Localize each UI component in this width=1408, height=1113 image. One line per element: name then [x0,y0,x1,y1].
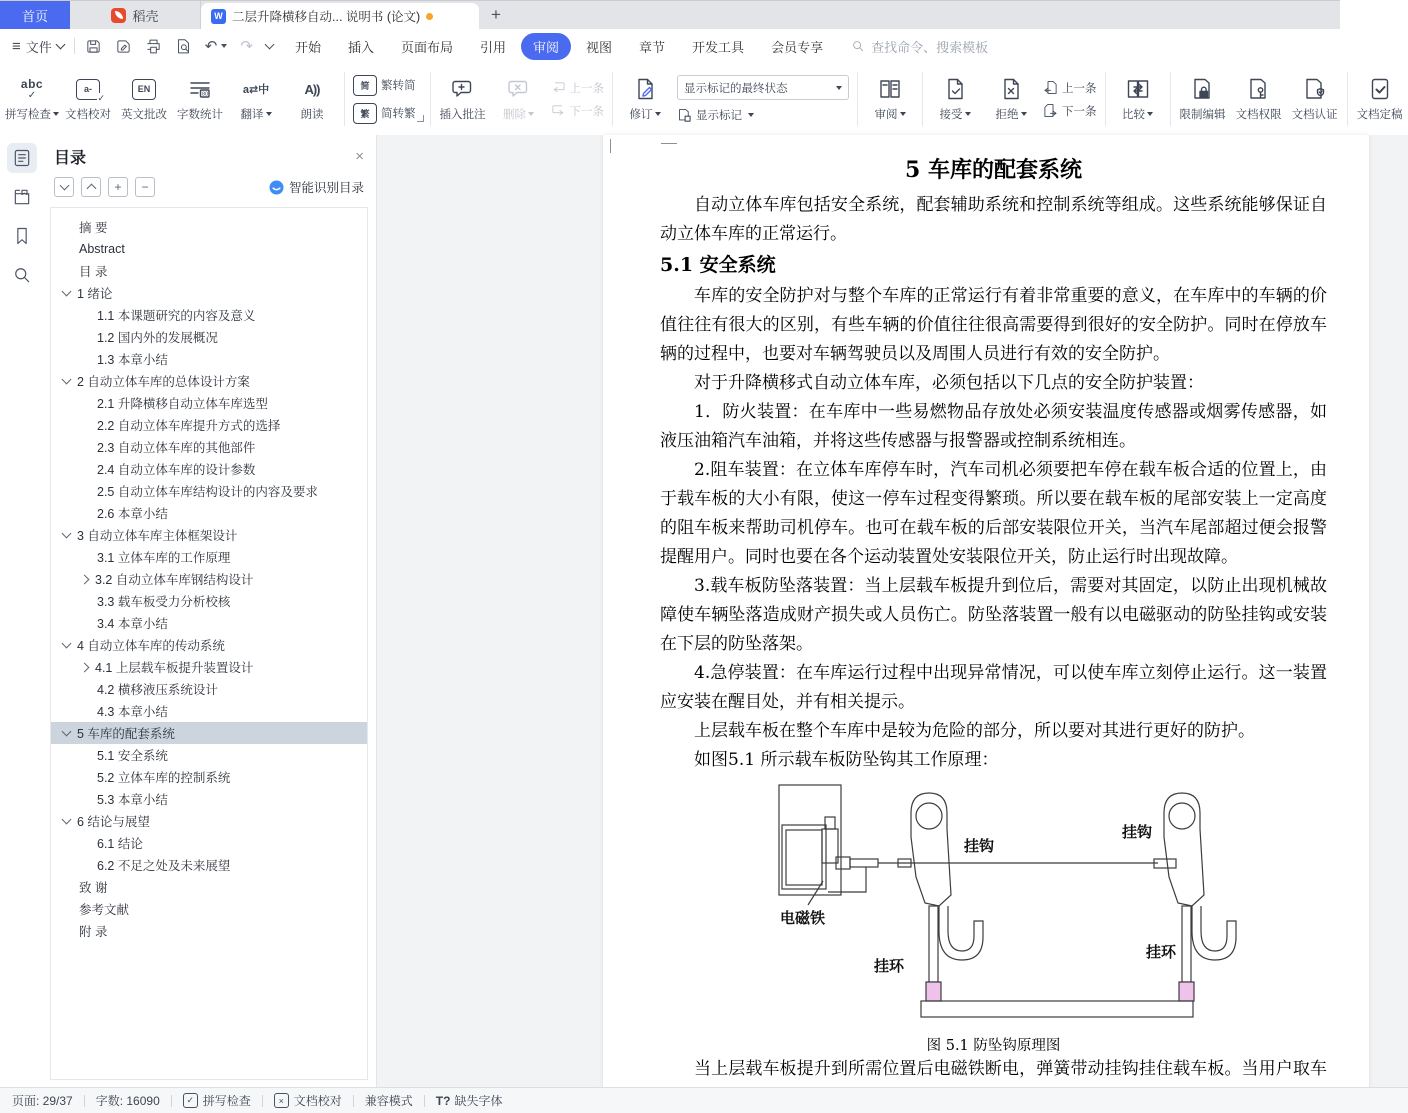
toc-item-label: 2.2 自动立体车库提升方式的选择 [97,419,281,433]
toc-item-label: 2.6 本章小结 [97,507,168,521]
save-as-button[interactable] [115,38,132,55]
menu-tab-视图[interactable]: 视图 [586,39,613,55]
trad-glyph-icon: 繁 [353,103,377,124]
print-button[interactable] [145,38,162,55]
markup-state-dropdown[interactable]: 显示标记的最终状态 [677,75,849,100]
doc-auth-button[interactable]: 文档认证 [1287,68,1343,130]
home-tab[interactable]: 首页 [0,1,70,29]
prev-comment-icon [551,80,566,95]
review-ribbon [0,63,1403,136]
toc-item-label: 3.1 立体车库的工作原理 [97,551,231,565]
menu-tab-页面布局[interactable]: 页面布局 [400,39,453,55]
toc-item[interactable] [51,260,367,282]
simp-to-trad-button[interactable]: 繁 简转繁 [353,103,416,124]
toc-item[interactable] [51,656,367,678]
file-menu[interactable]: ≡ 文件 [12,37,64,56]
menu-tab-开始[interactable]: 开始 [294,39,321,55]
toolbar-more-icon[interactable] [264,40,274,50]
toc-item[interactable] [51,392,367,414]
toc-item[interactable] [51,370,367,392]
undo-button[interactable]: ↶ [205,37,228,55]
prev-change-button[interactable]: 上一条 [1043,80,1097,96]
svg-text:80: 80 [202,91,209,98]
english-correct-button[interactable]: EN 英文批改 [116,68,172,130]
toc-item-label: 1.1 本课题研究的内容及意义 [97,309,256,323]
toc-item-label: 4.3 本章小结 [97,705,168,719]
document-canvas[interactable] [377,135,1408,1088]
toc-item[interactable] [51,634,367,656]
toc-item[interactable] [51,304,367,326]
toc-item[interactable] [51,744,367,766]
chapter-nav-button[interactable] [7,182,37,212]
chevron-down-icon[interactable] [62,727,72,737]
toc-item-label: 目 录 [79,265,108,279]
toc-item[interactable] [51,458,367,480]
doc-final-icon [1368,77,1392,101]
paragraph: 上层载车板在整个车库中是较为危险的部分，所以要对其进行更好的防护。 [694,721,1255,741]
review-pane-icon [878,77,902,101]
menu-tab-章节[interactable]: 章节 [639,39,666,55]
checkbox-check-icon: ✓ [183,1093,198,1108]
menu-tab-会员专享[interactable]: 会员专享 [771,39,824,55]
toc-item-label: 2.3 自动立体车库的其他部件 [97,441,256,455]
compat-mode-indicator[interactable]: 兼容模式 [364,1094,413,1108]
expand-all-button[interactable] [54,177,74,197]
spell-check-button[interactable]: abc ✓ 拼写检查 [4,68,60,130]
smart-toc-icon [269,180,284,195]
read-aloud-button[interactable]: A)) 朗读 [300,81,324,121]
figure-label-ring-right: 挂环 [1146,944,1177,961]
toc-item-label: 2.4 自动立体车库的设计参数 [97,463,256,477]
docer-tab[interactable]: 稻壳 [70,1,201,29]
toc-item[interactable] [51,898,367,920]
track-changes-button[interactable]: 修订 [617,68,673,130]
toc-item[interactable] [51,612,367,634]
delete-comment-icon [507,77,531,101]
menu-tabs [283,33,835,60]
toc-item-label: 4 自动立体车库的传动系统 [77,639,225,653]
figure-label-magnet: 电磁铁 [780,910,826,927]
doc-proof-button[interactable]: a- ✓ 文档校对 [60,68,116,130]
chevron-down-icon[interactable] [62,529,72,539]
divider [74,38,75,54]
paragraph: 1．防火装置：在车库中一些易燃物品存放处必须安装温度传感器或烟雾传感器，如液压油箱汽车油箱，并将这些传感器与报警器或控制系统相连。 [660,402,1327,451]
simp-glyph-icon: 简 [353,75,377,96]
wps-writer-icon: W [211,9,226,24]
toc-list [50,207,368,1080]
insert-comment-button[interactable]: 插入批注 [435,68,491,130]
lock-icon [1191,77,1215,101]
toc-item[interactable] [51,678,367,700]
key-icon [1247,77,1271,101]
smart-toc-button[interactable]: 智能识别目录 [269,178,364,196]
document-content[interactable] [603,135,1369,1113]
spell-check-icon: abc ✓ [20,76,44,101]
paragraph: 4.急停装置：在车库运行过程中出现异常情况，可以使车库立刻停止运行。这一装置应安装在醒目处，并有相关提示。 [660,663,1327,712]
menu-tab-插入[interactable]: 插入 [347,39,374,55]
prev-comment-button[interactable]: 上一条 [551,80,605,96]
zoom-out-level-button[interactable]: − [135,177,155,197]
reject-change-icon [999,77,1023,101]
toc-item-label: 3.3 载车板受力分析校核 [97,595,231,609]
anti-fall-hook-diagram [778,779,1303,1029]
zoom-in-level-button[interactable]: + [108,177,128,197]
translate-icon: a⇄中 [242,84,270,96]
chevron-down-icon[interactable] [62,815,72,825]
new-tab-button[interactable]: + [491,5,501,24]
restrict-edit-button[interactable]: 限制编辑 [1175,68,1231,130]
paragraph: 如图5.1 所示载车板防坠钩其工作原理： [694,750,999,770]
word-count-button[interactable]: 80 字数统计 [172,68,228,130]
page-margin-mark [610,139,611,153]
document-tab-title: 二层升降横移自动... 说明书 (论文) [232,10,421,24]
toc-item-label: 3.2 自动立体车库钢结构设计 [95,573,254,587]
document-body [660,191,1327,1113]
paragraph: 当上层载车板提升到所需位置后电磁铁断电，弹簧带动挂钩挂住载车板。当用户取车 [694,1059,1327,1079]
close-icon[interactable]: × [355,148,364,165]
compare-icon [1126,77,1150,101]
toc-panel-button[interactable] [7,143,37,173]
toc-item[interactable] [51,480,367,502]
toc-item[interactable] [51,282,367,304]
toc-item[interactable] [51,546,367,568]
toc-item-label: 参考文献 [79,903,130,917]
toc-item-label: 2.5 自动立体车库结构设计的内容及要求 [97,485,318,499]
chevron-down-icon[interactable] [62,375,72,385]
translate-button[interactable]: a⇄中 翻译 [228,68,284,130]
paragraph: 2.阻车装置：在立体车库停车时，汽车司机必须要把车停在载车板合适的位置上，由于载车板的大小有限，使这一停车过程变得繁琐。所以要在载车板的尾部安装上一定高度的阻车板来帮助司机停车。也可在载车板的后部安装限位开关，当汽车尾部超过便会报警提醒用户。同时也要在各个运动装置处安装限位开关，防止运行时出现故障。 [660,460,1327,567]
menu-tab-审阅[interactable]: 审阅 [521,33,571,60]
toc-item[interactable] [51,788,367,810]
print-preview-button[interactable] [175,38,192,55]
checkbox-x-icon: × [274,1093,289,1108]
next-change-icon [1043,103,1058,118]
toc-item[interactable] [51,436,367,458]
chevron-down-icon [221,44,227,48]
command-search[interactable]: 查找命令、搜索模板 [851,37,988,56]
next-comment-icon [551,103,566,118]
figure-label-hook-right: 挂钩 [1122,824,1153,841]
paragraph: 对于升降横移式自动立体车库，必须包括以下几点的安全防护装置： [694,373,1204,393]
search-icon [12,265,32,285]
menu-bar [0,29,1340,63]
find-button[interactable] [7,260,37,290]
prev-change-icon [1043,80,1058,95]
toc-item-label: 4.2 横移液压系统设计 [97,683,218,697]
missing-font-indicator[interactable]: T? 缺失字体 [435,1093,503,1108]
paragraph: 3.载车板防坠落装置：当上层载车板提升到位后，需要对其固定，以防止出现机械故障使车辆坠落造成财产损失或人员伤亡。防坠落装置一般有以电磁驱动的防坠挂钩或安装在下层的防坠落架。 [660,576,1327,654]
collapse-all-button[interactable] [81,177,101,197]
toc-item-label: 4.1 上层载车板提升装置设计 [95,661,254,675]
toc-item[interactable] [51,876,367,898]
dialog-launcher-icon[interactable] [417,115,424,122]
reject-change-button[interactable]: 拒绝 [983,68,1039,130]
toc-panel [44,135,377,1088]
toc-item[interactable] [51,524,367,546]
doc-proof-icon: a- ✓ [76,79,100,100]
insert-comment-icon [451,77,475,101]
accept-change-icon [943,77,967,101]
unsaved-dot-icon [426,13,433,20]
review-pane-button[interactable]: 审阅 [862,68,918,130]
docer-icon [111,8,126,23]
toc-item-label: 1.2 国内外的发展概况 [97,331,218,345]
toc-icon [12,148,32,168]
next-comment-button[interactable]: 下一条 [551,103,605,119]
bookmark-button[interactable] [7,221,37,251]
toc-item-label: 5.2 立体车库的控制系统 [97,771,231,785]
bookmark-icon [12,226,32,246]
toc-item-label: 6.1 结论 [97,837,143,851]
paragraph: 车库的安全防护对与整个车库的正常运行有着非常重要的意义，在车库中的车辆的价值往往有很大的区别，有些车辆的价值往往很高需要得到很好的安全防护。同时在停放车辆的过程中，也要对车辆驾驶员以及周围人员进行有效的安全防护。 [660,286,1327,364]
chevron-down-icon[interactable] [62,639,72,649]
chevron-down-icon [55,40,65,50]
navigation-rail [0,135,44,1088]
word-count-indicator[interactable]: 字数: 16090 [95,1094,160,1108]
document-page[interactable] [603,135,1369,1100]
search-icon [851,39,865,53]
accept-change-button[interactable]: 接受 [927,68,983,130]
toc-item-label: 3 自动立体车库主体框架设计 [77,529,238,543]
chapter-icon [12,187,32,207]
chevron-down-icon [836,86,842,90]
status-bar [0,1087,1408,1113]
figure-label-hook-left: 挂钩 [964,838,995,855]
toc-item-label: 1 绪论 [77,287,113,301]
figure-label-ring-left: 挂环 [874,958,905,975]
page-margin-mark [661,143,677,144]
toc-item[interactable] [51,414,367,436]
toc-item[interactable] [51,326,367,348]
track-changes-icon [633,77,657,101]
toc-item-label: 5 车库的配套系统 [77,727,175,741]
toc-item[interactable] [51,216,367,238]
menu-tab-引用[interactable]: 引用 [479,39,506,55]
toc-item-label: 附 录 [79,925,108,939]
english-correct-icon: EN [132,79,156,100]
hamburger-icon: ≡ [12,37,21,55]
toc-item[interactable] [51,832,367,854]
toc-item-label: 6.2 不足之处及未来展望 [97,859,231,873]
document-tab[interactable] [201,3,479,29]
toc-item-label: 2.1 升降横移自动立体车库选型 [97,397,268,411]
toc-item[interactable] [51,348,367,370]
toc-panel-title: 目录 [54,150,87,167]
toc-item-label: 2 自动立体车库的总体设计方案 [77,375,250,389]
chevron-right-icon[interactable] [80,574,90,584]
read-aloud-icon: A)) [304,81,320,97]
toc-item-label: 5.3 本章小结 [97,793,168,807]
trad-to-simp-button[interactable]: 简 繁转简 [353,75,416,96]
menu-tab-开发工具[interactable]: 开发工具 [692,39,745,55]
toc-item[interactable] [51,700,367,722]
toc-item[interactable] [51,238,367,260]
toc-item[interactable] [51,502,367,524]
doc-proof-toggle[interactable]: × 文档校对 [274,1092,342,1109]
compare-button[interactable]: 比较 [1110,68,1166,130]
spell-check-toggle[interactable]: ✓ 拼写检查 [183,1092,251,1109]
shield-check-icon [1303,77,1327,101]
toc-item-label: 6 结论与展望 [77,815,150,829]
section-heading: 5.1 安全系统 [660,254,776,276]
toc-item[interactable] [51,920,367,942]
paragraph: 自动立体车库包括安全系统，配套辅助系统和控制系统等组成。这些系统能够保证自动立体车库的正常运行。 [660,195,1327,244]
toc-item[interactable] [51,854,367,876]
toc-item-label: 致 谢 [79,881,108,895]
toc-item[interactable] [51,810,367,832]
redo-button[interactable]: ↷ [240,38,253,55]
chapter-title: 5 车库的配套系统 [905,157,1082,183]
toc-item[interactable] [51,766,367,788]
toc-item[interactable] [51,568,367,590]
next-change-button[interactable]: 下一条 [1043,103,1097,119]
toc-item-label: 1.3 本章小结 [97,353,168,367]
figure-5-1 [778,779,1303,1033]
toc-item[interactable] [51,590,367,612]
missing-font-icon: T? [435,1093,451,1108]
toc-item-label: 5.1 安全系统 [97,749,168,763]
toc-item-label: 摘 要 [79,221,108,235]
show-markup-icon [677,108,692,123]
show-markup-button[interactable]: 显示标记 [677,107,849,123]
word-count-icon [188,77,212,101]
save-button[interactable] [85,38,102,55]
toc-item-label: 3.4 本章小结 [97,617,168,631]
doc-final-button[interactable]: 文档定稿 [1352,68,1408,130]
figure-caption: 图 5.1 防坠钩原理图 [926,1038,1061,1054]
toc-item[interactable] [51,722,367,744]
doc-permission-button[interactable]: 文档权限 [1231,68,1287,130]
convert-group [349,75,426,124]
toc-item-label: Abstract [79,242,125,256]
delete-comment-button[interactable]: 删除 [491,68,547,130]
window-tab-bar [0,0,1340,29]
chevron-right-icon[interactable] [80,662,90,672]
page-indicator[interactable]: 页面: 29/37 [12,1094,73,1108]
chevron-down-icon[interactable] [62,287,72,297]
